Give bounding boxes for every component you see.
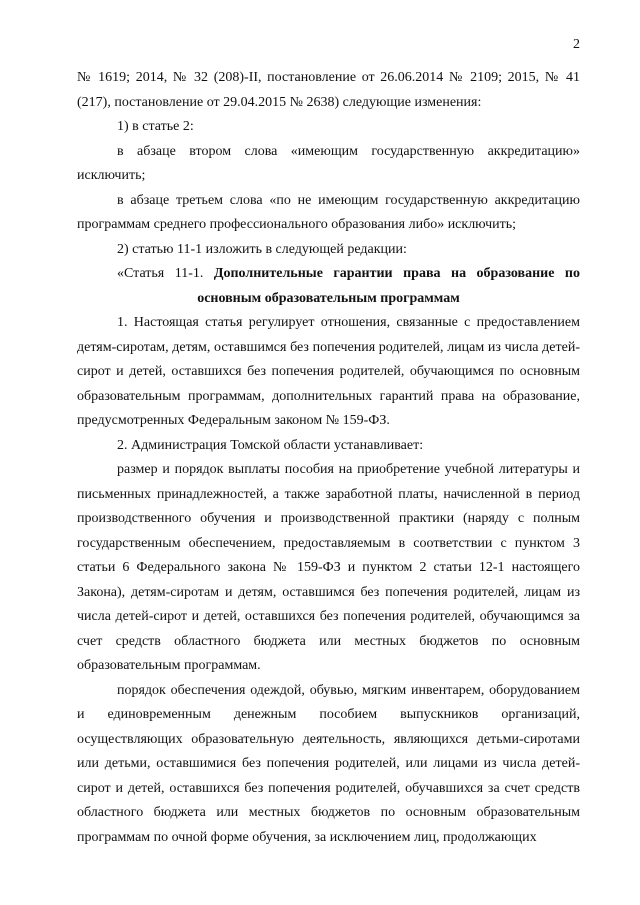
paragraph-8: размер и порядок выплаты пособия на приобретение учебной литературы и письменных принадлежностей, а также заработной платы, начисленной в период производственного обучения и производственной практики (наряду с полным государственным обеспечением, предоставляемым в соответствии с пунктом 3 статьи 6 Федерального закона № 159-ФЗ и пунктом 2 статьи 12-1 настоящего Закона), детям-сиротам и детям, оставшимся без попечения родителей, лицам из числа детей-сирот и детей, оставшихся без попечения родителей, обучающимся за счет средств областного бюджета или местных бюджетов по основным образовательным программам. (77, 462, 580, 673)
article-heading-prefix: «Статья 11-1. (117, 266, 214, 281)
paragraph-3: в абзаце втором слова «имеющим государственную аккредитацию» исключить; (77, 143, 580, 183)
paragraph-2: 1) в статье 2: (117, 119, 194, 134)
article-heading-title-1: Дополнительные гарантии права на образование по (213, 266, 580, 281)
paragraph-6: 1. Настоящая статья регулирует отношения, связанные с предоставлением детям-сиротам, детям, оставшимся без попечения родителей, лицам из числа детей-сирот и детей, оставшихся без попечения родителей, обучающимся по основным образовательным программам, дополнительных гарантий права на образование, предусмотренных Федеральным законом № 159-ФЗ. (77, 315, 580, 428)
article-heading-title-2: основным образовательным программам (197, 290, 460, 306)
paragraph-9: порядок обеспечения одеждой, обувью, мягким инвентарем, оборудованием и единовременным денежным пособием выпускников организаций, осуществляющих образовательную деятельность, являющихся детьми-сиротами или детьми, оставшимися без попечения родителей, или лицами из числа детей-сирот и детей, оставшихся без попечения родителей, обучавшихся за счет средств областного бюджета или местных бюджетов по основным образовательным программам по очной форме обучения, за исключением лиц, продолжающих (77, 682, 580, 845)
article-heading (77, 262, 580, 287)
paragraph-4: в абзаце третьем слова «по не имеющим государственную аккредитацию программам среднего профессионального образования либо» исключить; (77, 192, 580, 232)
page-number: 2 (573, 37, 580, 52)
paragraph-1: № 1619; 2014, № 32 (208)-II, постановление от 26.06.2014 № 2109; 2015, № 41 (217), постановление от 29.04.2015 № 2638) следующие изменения: (77, 70, 580, 110)
paragraph-5: 2) статью 11-1 изложить в следующей редакции: (117, 241, 407, 257)
paragraph-7: 2. Администрация Томской области устанавливает: (117, 437, 424, 453)
document-body (77, 66, 580, 850)
